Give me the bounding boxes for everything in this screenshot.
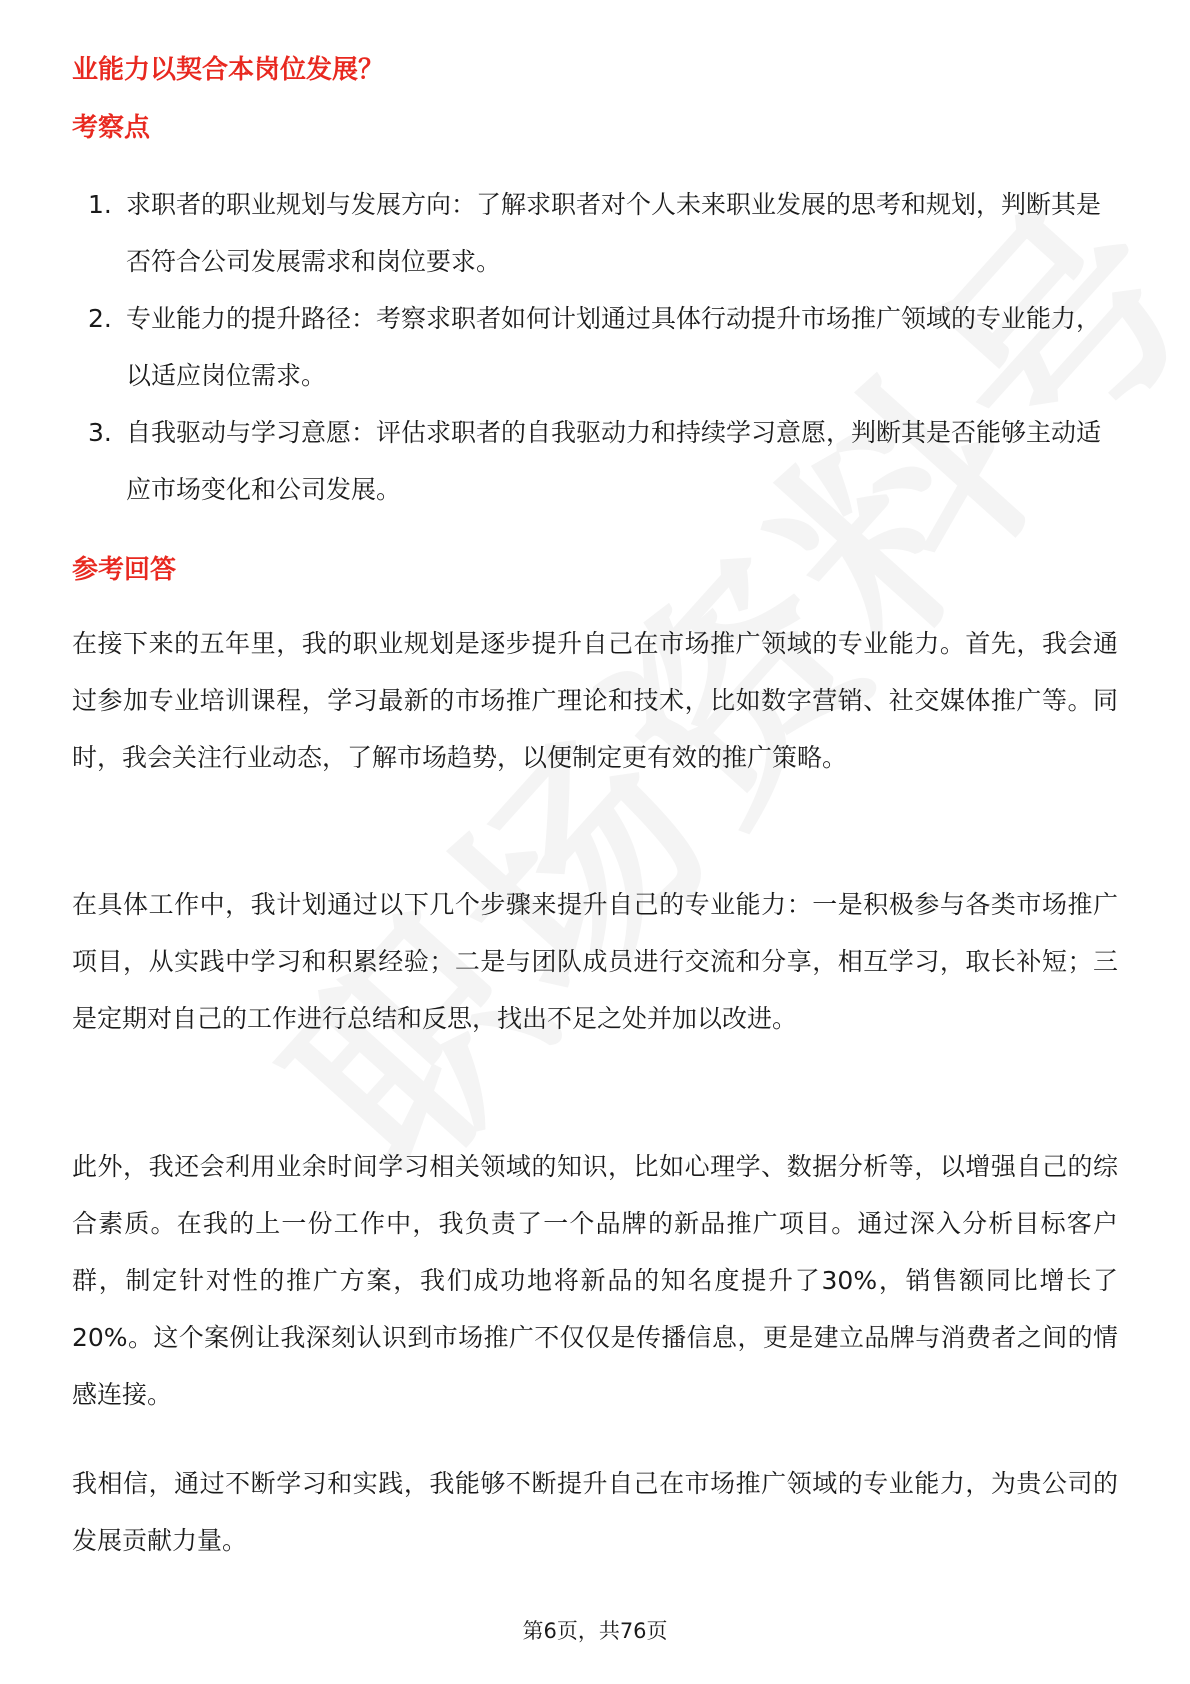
- list-item-number: 2.: [88, 304, 112, 333]
- section-heading-evaluation-points: 考察点: [72, 113, 151, 143]
- answer-paragraph: 我相信，通过不断学习和实践，我能够不断提升自己在市场推广领域的专业能力，为贵公司的发展贡献力量。: [72, 1469, 1118, 1555]
- answer-paragraph: 此外，我还会利用业余时间学习相关领域的知识，比如心理学、数据分析等，以增强自己的综合素质。在我的上一份工作中，我负责了一个品牌的新品推广项目。通过深入分析目标客户群，制定针对性的推广方案，我们成功地将新品的知名度提升了30%，销售额同比增长了20%。这个案例让我深刻认识到市场推广不仅仅是传播信息，更是建立品牌与消费者之间的情感连接。: [72, 1152, 1118, 1409]
- list-item-text: 求职者的职业规划与发展方向：了解求职者对个人未来职业发展的思考和规划，判断其是否符合公司发展需求和岗位要求。: [126, 190, 1102, 276]
- evaluation-points-list: [72, 176, 1118, 518]
- list-item: [72, 176, 1118, 290]
- page-number: 第6页，共76页: [522, 1619, 668, 1643]
- question-heading: 业能力以契合本岗位发展？: [72, 55, 385, 85]
- list-item-number: 3.: [88, 418, 112, 447]
- list-item: [72, 290, 1118, 404]
- answer-paragraph: 在接下来的五年里，我的职业规划是逐步提升自己在市场推广领域的专业能力。首先，我会通过参加专业培训课程，学习最新的市场推广理论和技术，比如数字营销、社交媒体推广等。同时，我会关注行业动态，了解市场趋势，以便制定更有效的推广策略。: [72, 629, 1118, 772]
- list-item-number: 1.: [88, 190, 112, 219]
- answer-paragraph: 在具体工作中，我计划通过以下几个步骤来提升自己的专业能力：一是积极参与各类市场推广项目，从实践中学习和积累经验；二是与团队成员进行交流和分享，相互学习，取长补短；三是定期对自己的工作进行总结和反思，找出不足之处并加以改进。: [72, 890, 1118, 1033]
- section-heading-reference-answer: 参考回答: [72, 555, 177, 585]
- list-item-text: 专业能力的提升路径：考察求职者如何计划通过具体行动提升市场推广领域的专业能力，以适应岗位需求。: [126, 304, 1102, 390]
- list-item-text: 自我驱动与学习意愿：评估求职者的自我驱动力和持续学习意愿，判断其是否能够主动适应市场变化和公司发展。: [126, 418, 1102, 504]
- list-item: [72, 404, 1118, 518]
